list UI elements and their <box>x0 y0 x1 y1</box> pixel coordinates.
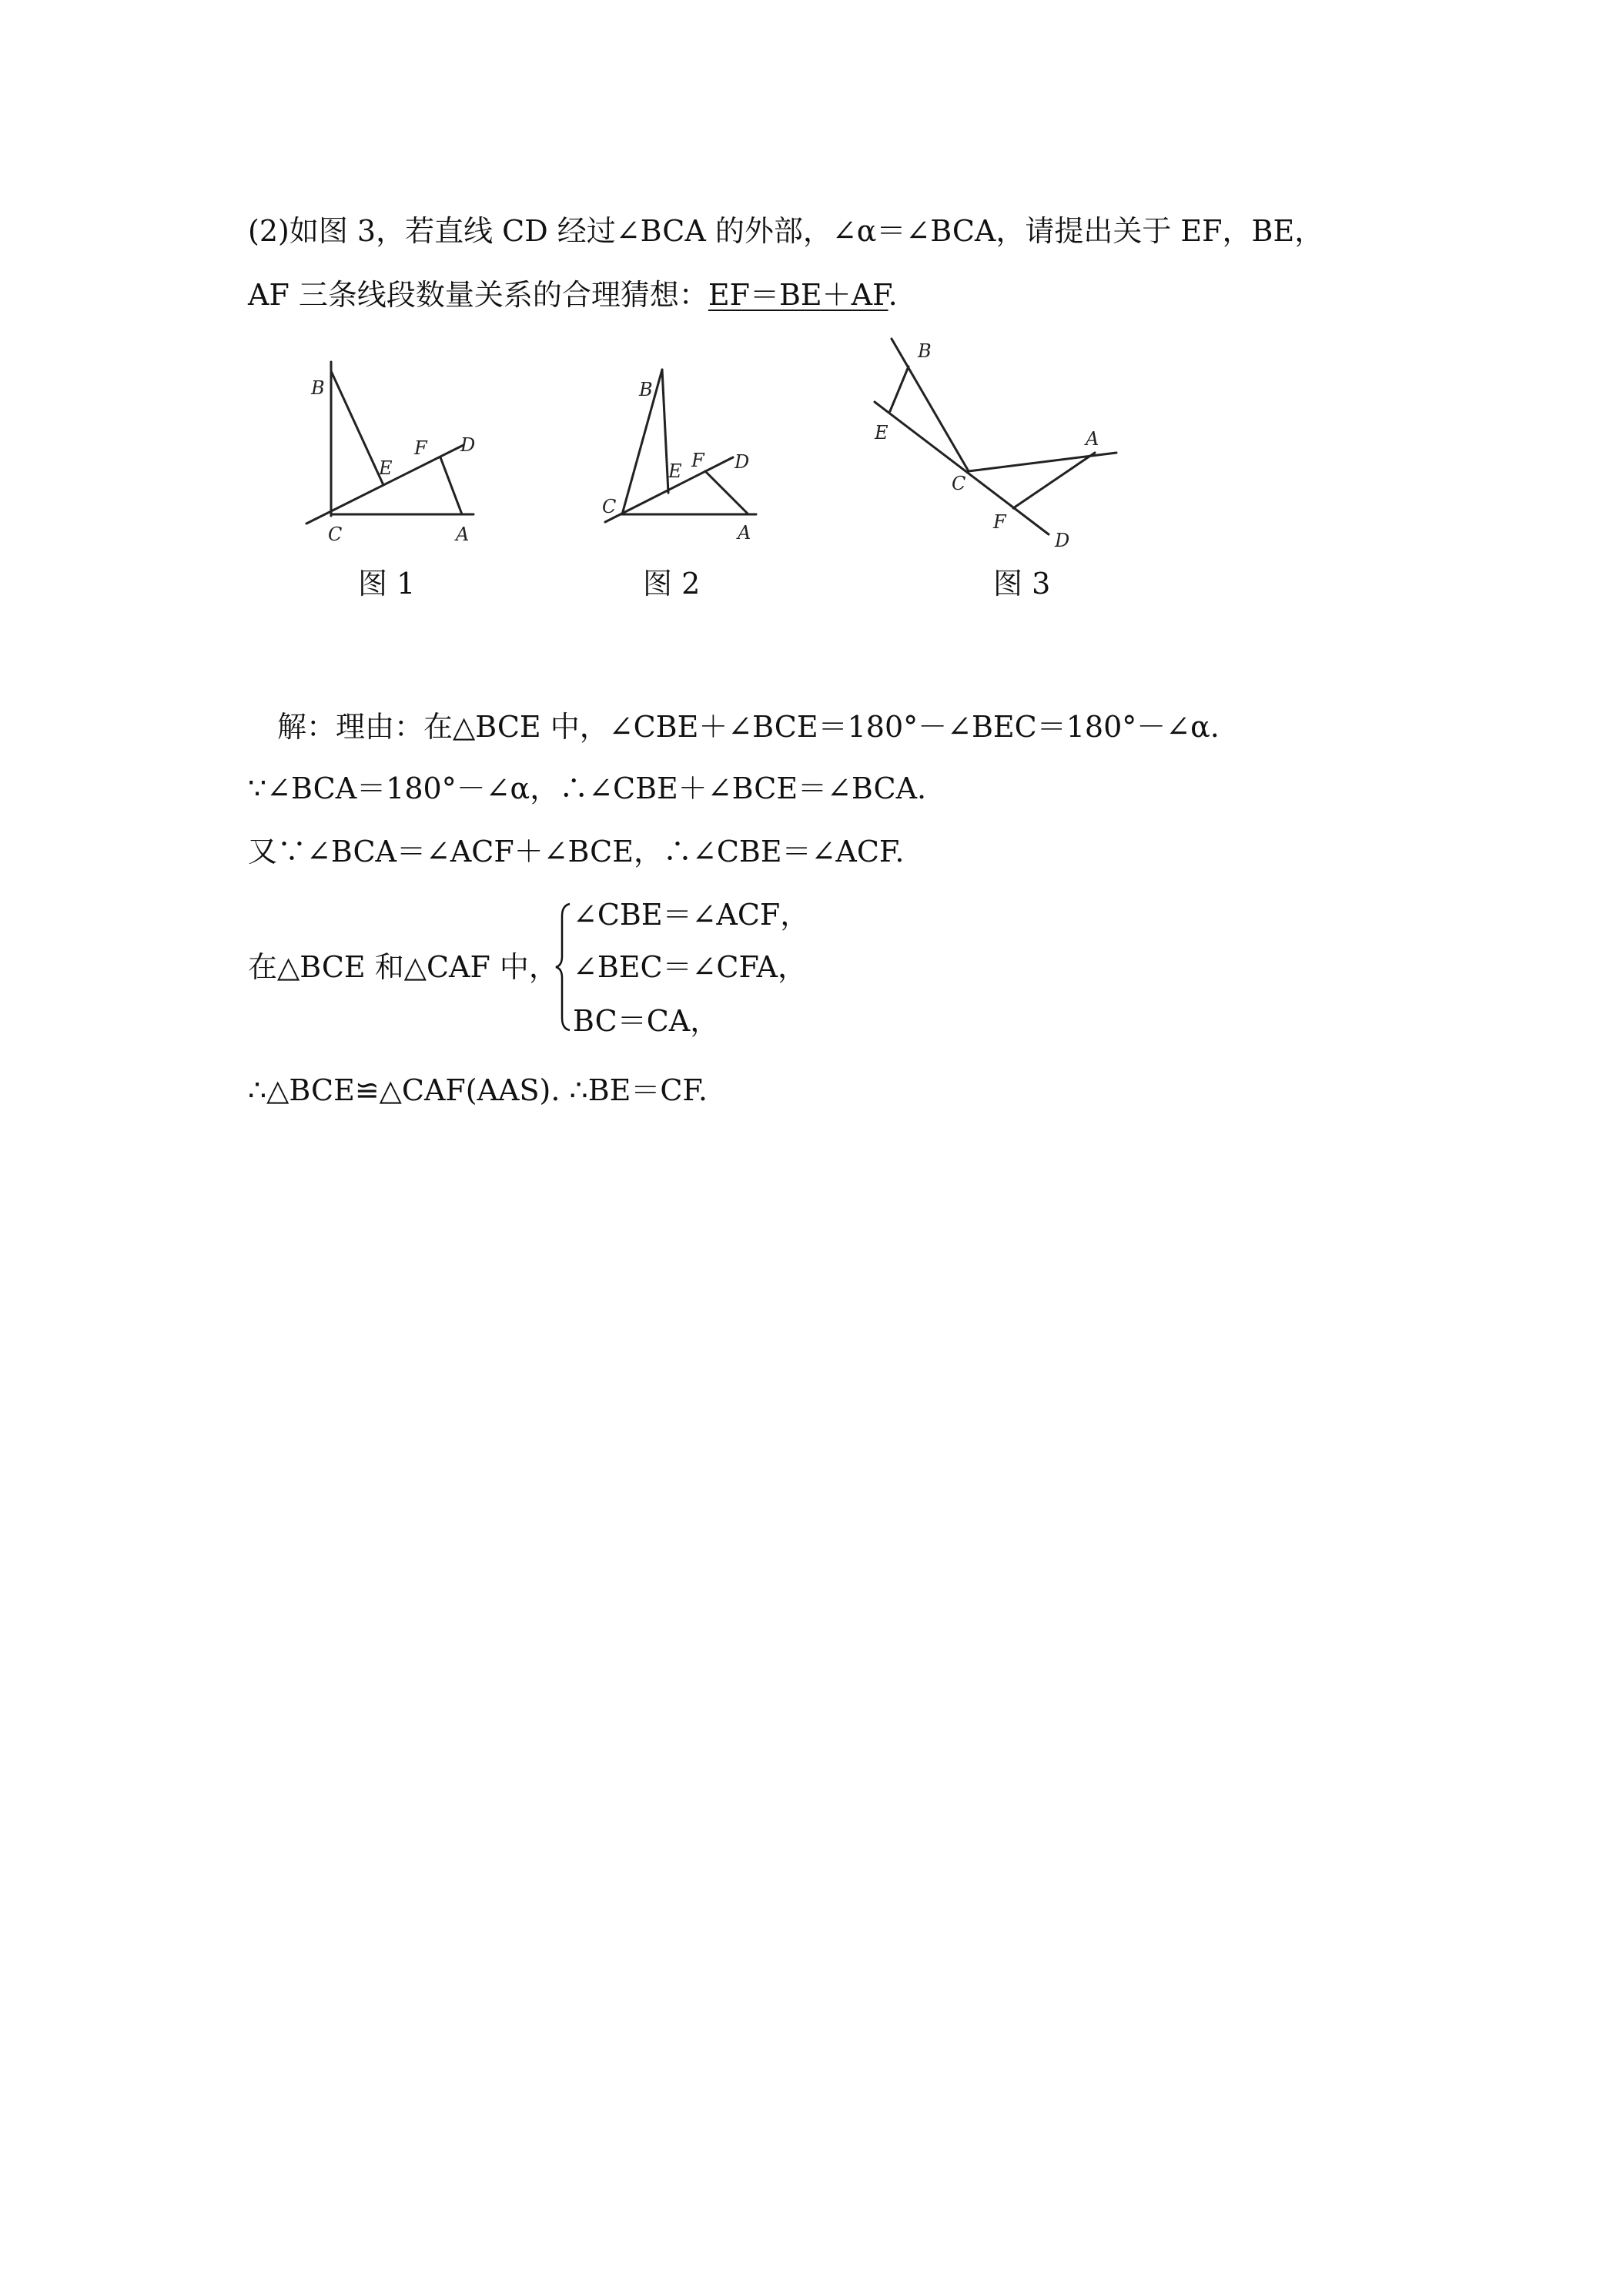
problem-text-2-prefix: AF 三条线段数量关系的合理猜想： <box>248 278 708 312</box>
figure-1-caption: 图 1 <box>358 567 416 601</box>
solution-text-2: ∵∠BCA＝180°－∠α，∴∠CBE＋∠BCE＝∠BCA. <box>248 771 927 805</box>
fig2-label-A: A <box>738 522 751 544</box>
fig2-label-E: E <box>668 460 682 482</box>
figure-1-diagram <box>300 362 500 554</box>
system-condition-2: ∠BEC＝∠CFA， <box>573 950 808 984</box>
solution-text-1: 解：理由：在△BCE 中，∠CBE＋∠BCE＝180°－∠BEC＝180°－∠α. <box>277 710 1220 744</box>
fig1-label-E: E <box>379 457 393 479</box>
solution-line-1 <box>277 708 1220 745</box>
figure-2-diagram <box>577 362 785 554</box>
figure-2-caption: 图 2 <box>643 567 701 601</box>
solution-text-3: 又∵∠BCA＝∠ACF＋∠BCE，∴∠CBE＝∠ACF. <box>248 835 905 869</box>
problem-line-1 <box>248 213 1323 249</box>
conclusion-line <box>248 1072 708 1109</box>
fig1-label-F: F <box>414 437 427 459</box>
fig1-seg-AF <box>440 457 462 514</box>
fig3-label-C: C <box>952 473 966 494</box>
figure-3-caption: 图 3 <box>993 567 1051 601</box>
fig3-seg-BE <box>890 366 909 411</box>
system-prefix <box>248 949 558 986</box>
system-prefix-text: 在△BCE 和△CAF 中， <box>248 950 558 984</box>
problem-text-2-suffix: . <box>888 278 898 312</box>
problem-line-2 <box>248 276 898 313</box>
fig2-label-C: C <box>602 496 617 517</box>
fig2-seg-AF <box>705 471 748 514</box>
system-brace <box>553 902 573 1032</box>
fig1-label-C: C <box>328 524 343 545</box>
fig1-seg-BE <box>331 371 383 485</box>
fig3-label-B: B <box>918 340 932 362</box>
fig2-label-B: B <box>639 379 653 400</box>
figure-1 <box>300 362 500 554</box>
fig2-seg-BE <box>662 370 668 493</box>
answer-conjecture: EF＝BE＋AF <box>708 278 888 312</box>
fig3-line-CD <box>875 402 1049 534</box>
figure-3 <box>862 331 1139 554</box>
fig1-label-B: B <box>311 377 325 399</box>
problem-text-1: (2)如图 3，若直线 CD 经过∠BCA 的外部，∠α＝∠BCA，请提出关于 EF，BE， <box>248 214 1324 248</box>
fig2-label-D: D <box>735 451 750 473</box>
solution-line-3 <box>248 833 904 870</box>
fig2-label-F: F <box>691 450 704 471</box>
fig1-label-D: D <box>460 434 476 456</box>
system-condition-1: ∠CBE＝∠ACF， <box>573 898 810 932</box>
fig3-seg-CA <box>969 453 1116 471</box>
fig1-label-A: A <box>456 524 470 545</box>
solution-line-2 <box>248 770 926 807</box>
conclusion-text: ∴△BCE≌△CAF(AAS). ∴BE＝CF. <box>248 1073 708 1107</box>
fig3-label-E: E <box>875 422 888 443</box>
system-condition-3: BC＝CA， <box>573 1004 720 1038</box>
fig3-label-F: F <box>993 511 1006 533</box>
fig3-label-A: A <box>1086 428 1099 450</box>
figure-3-diagram <box>862 331 1139 554</box>
fig3-label-D: D <box>1055 530 1070 551</box>
figure-2 <box>577 362 785 554</box>
